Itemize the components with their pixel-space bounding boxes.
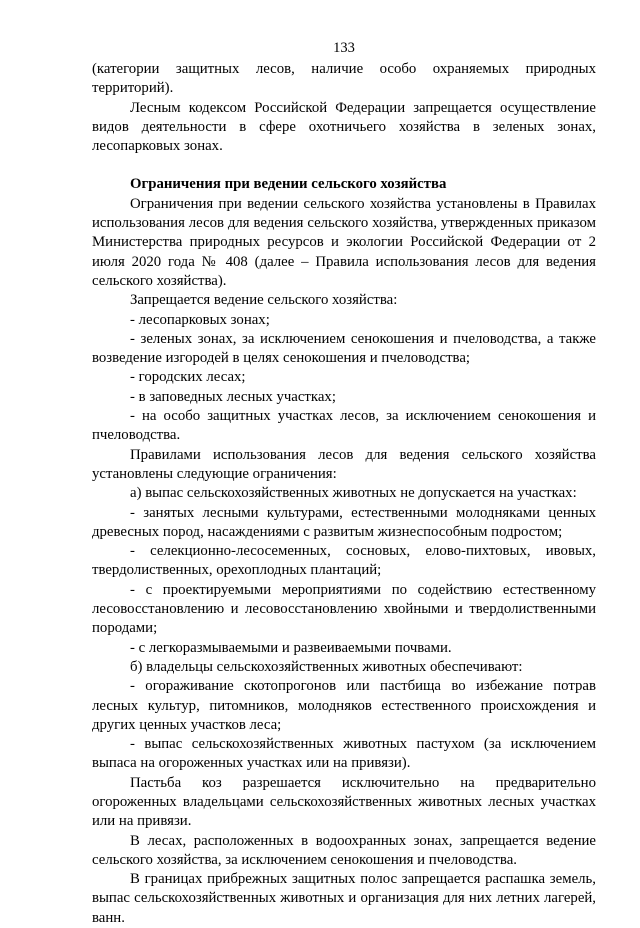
paragraph-point-a: а) выпас сельскохозяйственных животных не допускается на участках: [130,485,577,502]
list-item-point-a: - селекционно-лесосеменных, сосновых, елово-пихтовых, ивовых, твердолиственных, орехоплодных плантаций; [92,543,596,579]
paragraph-forest-code: Лесным кодексом Российской Федерации запрещается осуществление видов деятельности в сфере охотничьего хозяйства в зеленых зонах, лесопарковых зонах. [92,99,596,155]
section-heading: Ограничения при ведении сельского хозяйства [130,176,447,193]
paragraph-continuation: (категории защитных лесов, наличие особо охраняемых природных территорий). [92,61,596,97]
list-item-point-b: - огораживание скотопрогонов или пастбища во избежание потрав лесных культур, питомников, молодняков естественного происхождения и других ценных участков леса; [92,678,596,733]
paragraph-prohibited-intro: Запрещается ведение сельского хозяйства: [130,292,398,309]
paragraph-point-b: б) владельцы сельскохозяйственных животных обеспечивают: [130,658,523,675]
page-number: 133 [333,40,355,56]
paragraph-water-zones: В лесах, расположенных в водоохранных зонах, запрещается ведение сельского хозяйства, за исключением сенокошения и пчеловодства. [92,832,596,868]
list-item-point-a: - с легкоразмываемыми и развеиваемыми почвами. [130,639,452,656]
paragraph-coastal-strips: В границах прибрежных защитных полос запрещается распашка земель, выпас сельскохозяйственных животных и организация для них летних лагерей, ванн. [92,871,596,926]
paragraph-intro: Ограничения при ведении сельского хозяйства установлены в Правилах использования лесов для ведения сельского хозяйства, утвержденных приказом Министерства природных ресурсов и экологии Российской Федерации от 2 июля 2020 года № 408 (далее – Правила использования лесов для ведения сельского хозяйства). [92,195,596,289]
paragraph-goats: Пастьба коз разрешается исключительно на предварительно огороженных владельцами сельскохозяйственных животных лесных участках или на привязи. [92,774,596,830]
paragraph-rules-intro: Правилами использования лесов для ведения сельского хозяйства установлены следующие ограничения: [92,446,596,482]
list-item-prohibited: - зеленых зонах, за исключением сенокошения и пчеловодства, а также возведение изгородей в целях сенокошения и пчеловодства; [92,330,596,367]
list-item-point-a: - с проектируемыми мероприятиями по содействию естественному лесовосстановлению и лесовосстановлению хвойными и твердолиственными породами; [92,581,596,637]
list-item-prohibited: - на особо защитных участках лесов, за исключением сенокошения и пчеловодства. [92,408,596,444]
list-item-prohibited: - лесопарковых зонах; [130,311,270,328]
list-item-point-b: - выпас сельскохозяйственных животных пастухом (за исключением выпаса на огороженных участках или на привязи). [92,736,596,772]
list-item-point-a: - занятых лесными культурами, естественными молодняками ценных древесных пород, насаждениями с развитым жизнеспособным подростом; [92,504,596,540]
list-item-prohibited: - в заповедных лесных участках; [130,388,336,405]
list-item-prohibited: - городских лесах; [130,369,246,386]
spacer [92,156,596,175]
